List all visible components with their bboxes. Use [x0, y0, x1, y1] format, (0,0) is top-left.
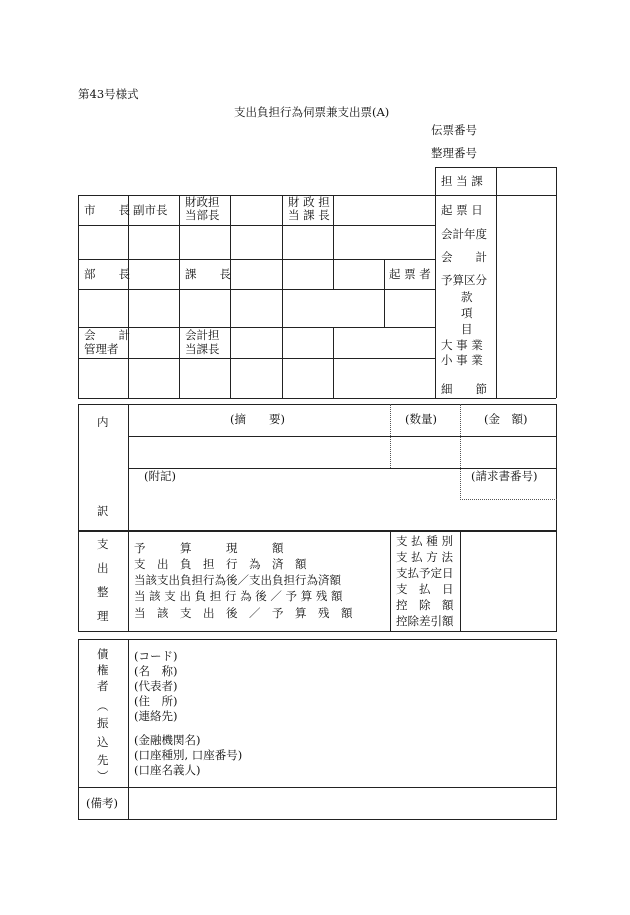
kou-label: 項 [461, 306, 473, 320]
creditor-label-6: 込 [97, 735, 109, 749]
finance-manager-label-1: 財 政 担 [288, 195, 330, 209]
finance-director-label-1: 財政担 [185, 195, 220, 209]
payment-label-4: 理 [97, 609, 109, 623]
code-label: (コード) [134, 649, 178, 663]
accounting-chief-label-2: 当課長 [185, 342, 220, 356]
minor-project-label: 小 事 業 [441, 353, 483, 367]
deduction-label: 控 除 額 [396, 598, 454, 612]
moku-label: 目 [461, 322, 473, 336]
form-number: 第43号様式 [78, 87, 139, 101]
kan-label: 款 [461, 290, 473, 304]
address-label: (住 所) [134, 694, 178, 708]
scheduled-date-label: 支払予定日 [396, 566, 454, 580]
name-label: (名 称) [134, 664, 178, 678]
creditor-label-1: 債 [97, 647, 109, 661]
remarks-label: (備考) [86, 796, 118, 810]
deputy-mayor-label: 副市長 [133, 203, 168, 217]
accounting-chief-label-1: 会計担 [185, 328, 220, 342]
breakdown-label-top: 内 [97, 415, 109, 429]
section-head-label: 課 長 [185, 267, 231, 281]
tanto-ka-label: 担 当 課 [441, 174, 483, 188]
payment-label-1: 支 [97, 537, 109, 551]
creditor-label-7: 先 [97, 753, 109, 767]
after-commitment-committed-label: 当該支出負担行為後／支出負担行為済額 [134, 573, 341, 587]
drafter-label: 起 票 者 [389, 267, 431, 281]
payment-label-2: 出 [97, 561, 109, 575]
after-commitment-remaining-label: 当 該 支 出 負 担 行 為 後 ／ 予 算 残 額 [134, 589, 343, 603]
creditor-label-5: 振 [97, 716, 109, 730]
account-holder-label: (口座名義人) [134, 763, 201, 777]
representative-label: (代表者) [134, 679, 178, 693]
payment-label-3: 整 [97, 585, 109, 599]
payment-method-label: 支 払 方 法 [396, 550, 453, 564]
sub-item-label: 細 節 [441, 382, 487, 396]
creditor-label-2: 権 [97, 663, 109, 677]
accounting-manager-label-2: 管理者 [84, 342, 119, 356]
creditor-label-8: ︶ [97, 769, 109, 783]
page-title: 支出負担行為伺票兼支出票(A) [234, 105, 390, 119]
committed-amount-label: 支 出 負 担 行 為 済 額 [134, 557, 307, 571]
amount-header: (金 額) [484, 412, 528, 426]
invoice-number-label: (請求書番号) [471, 469, 538, 483]
note-label: (附記) [144, 469, 176, 483]
draft-date-label: 起 票 日 [441, 203, 483, 217]
department-head-label: 部 長 [84, 267, 130, 281]
after-payment-remaining-label: 当 該 支 出 後 ／ 予 算 残 額 [134, 606, 353, 620]
ref-number-label: 整理番号 [431, 146, 477, 160]
finance-manager-label-2: 当 課 長 [288, 208, 330, 222]
contact-label: (連絡先) [134, 709, 178, 723]
slip-number-label: 伝票番号 [431, 123, 477, 137]
bank-name-label: (金融機関名) [134, 733, 201, 747]
creditor-label-3: 者 [97, 679, 109, 693]
summary-header: (摘 要) [230, 412, 285, 426]
budget-current-label: 予 算 現 額 [134, 541, 284, 555]
net-amount-label: 控除差引額 [396, 614, 454, 628]
account-label: 会 計 [441, 250, 487, 264]
mayor-label: 市 長 [84, 203, 130, 217]
account-number-label: (口座種別, 口座番号) [134, 748, 243, 762]
major-project-label: 大 事 業 [441, 338, 483, 352]
finance-director-label-2: 当部長 [185, 208, 220, 222]
budget-category-label: 予算区分 [441, 273, 487, 287]
payment-type-label: 支 払 種 別 [396, 534, 453, 548]
creditor-label-4: ︵ [97, 699, 109, 713]
fiscal-year-label: 会計年度 [441, 227, 487, 241]
breakdown-label-bottom: 訳 [97, 504, 109, 518]
accounting-manager-label-1: 会 計 [84, 328, 130, 342]
payment-date-label: 支 払 日 [396, 582, 454, 596]
quantity-header: (数量) [405, 412, 437, 426]
